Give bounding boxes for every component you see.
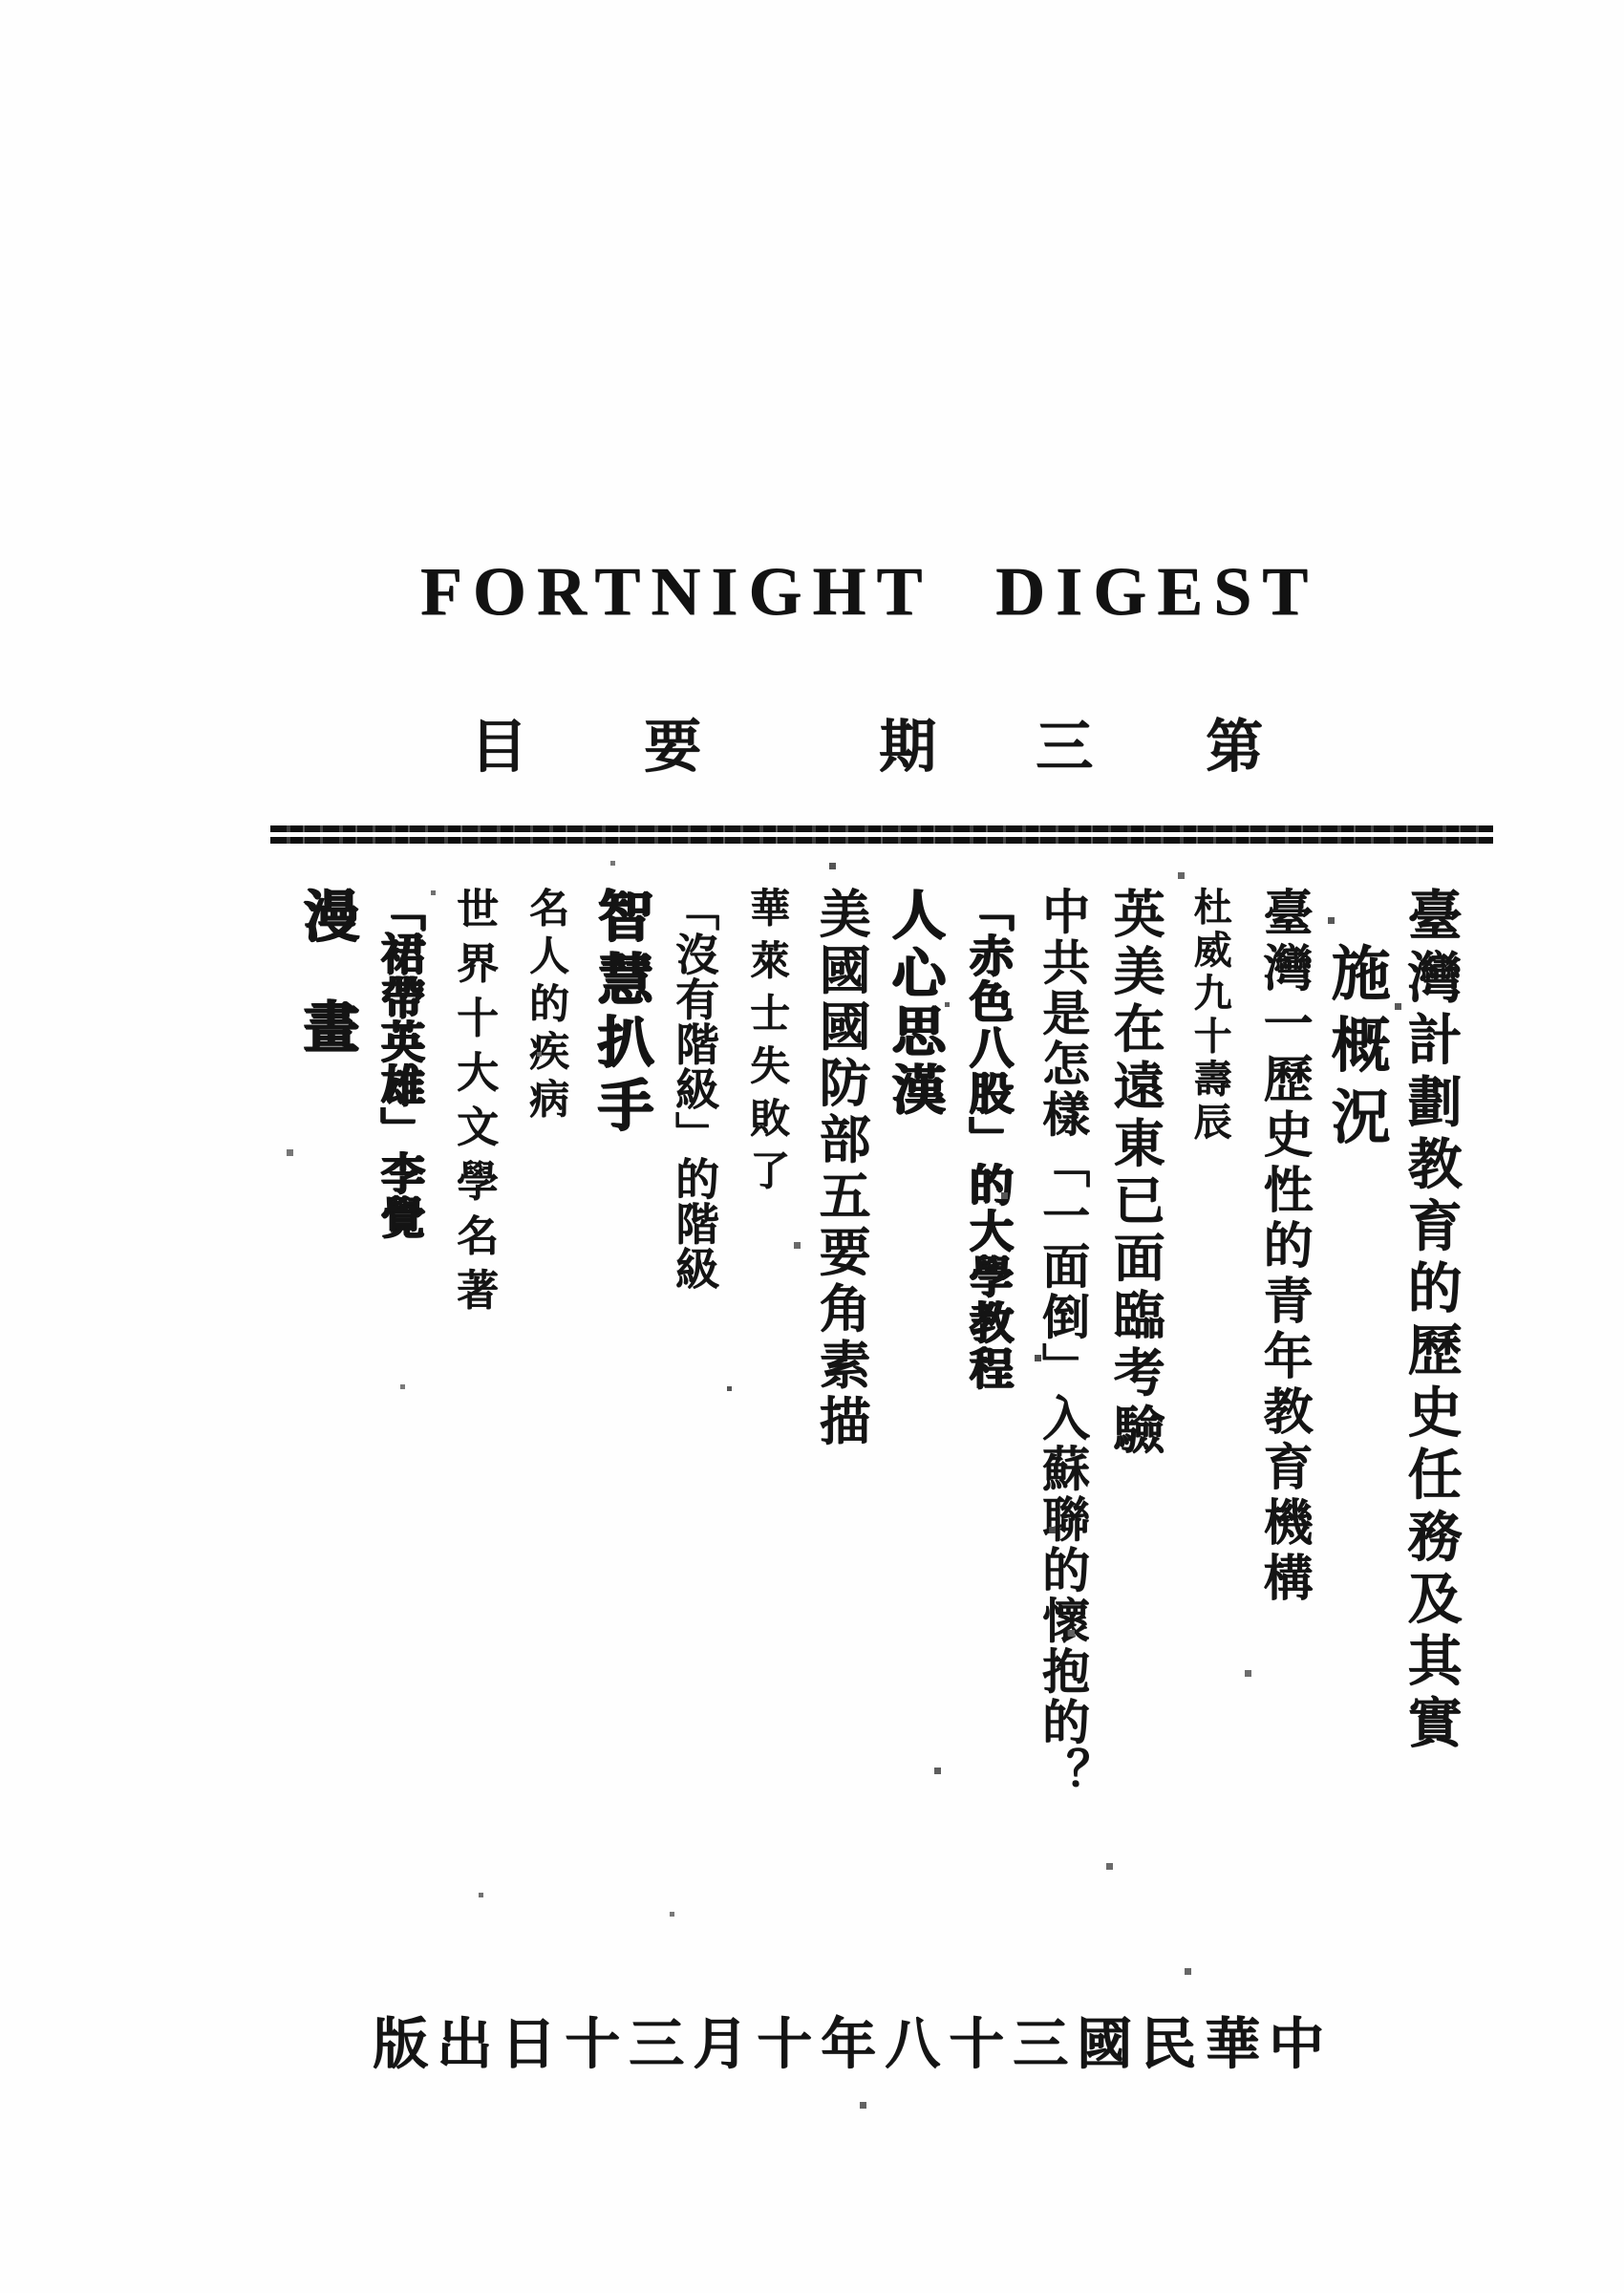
double-rule-divider — [270, 825, 1493, 846]
toc-entry-no-class-class: 「沒有階級」的階級 — [669, 887, 720, 1291]
toc-entry-celebrities-illnesses: 名人的疾病 — [524, 887, 570, 1125]
issue-heading-char: 期 — [879, 714, 936, 781]
rule-bar-bottom — [270, 837, 1493, 844]
issue-heading — [470, 701, 1263, 783]
toc-entry-ccp-lean-to-one-side: 中共是怎樣「一面倒」入蘇聯的懷抱的？ — [1035, 887, 1090, 1798]
toc-entry-wallace-failed: 華萊士失敗了 — [744, 887, 791, 1202]
toc-entry-nepotism-hero-li-jue: 「裙帶英雄」李覺 — [374, 887, 426, 1238]
toc-entry-taiwan-planned-education-line2: 施概況 — [1321, 942, 1391, 1157]
scan-noise-speckles — [0, 0, 3, 3]
toc-entry-us-defense-five-figures: 美國國防部五要角素描 — [811, 887, 871, 1450]
toc-entry-dewey-90th-birthday: 杜威九十壽辰 — [1187, 887, 1231, 1145]
rule-bar-top — [270, 825, 1493, 832]
issue-heading-char: 要 — [644, 714, 701, 781]
issue-heading-char: 三 — [1036, 714, 1093, 781]
masthead-title: FORTNIGHT DIGEST — [419, 553, 1319, 630]
issue-heading-char: 目 — [470, 714, 527, 781]
table-of-contents — [280, 887, 1466, 1852]
toc-entry-comics: 漫 畫 — [294, 887, 359, 1053]
toc-entry-britain-us-far-east-test: 英美在遠東已面臨考驗 — [1105, 887, 1165, 1460]
toc-entry-ten-literary-masterpieces: 世界十大文學名著 — [449, 887, 498, 1322]
toc-entry-hearts-yearn-for-han: 人心思漢 — [884, 887, 946, 1120]
issue-heading-char: 第 — [1206, 714, 1263, 781]
toc-entry-red-bagu-curriculum: 「赤色八股」的大學教程 — [963, 887, 1015, 1391]
toc-entry-taiwan-planned-education-line1: 臺灣計劃教育的歷史任務及其實 — [1399, 887, 1462, 1756]
publication-date-line: 版出日十三月十年八十三國民華中 — [373, 2011, 1334, 2076]
toc-entry-wisdom-pickpocket: 智慧扒手 — [588, 887, 653, 1139]
toc-entry-taiwan-youth-institution: 臺灣一歷史性的青年教育機構 — [1254, 887, 1312, 1607]
